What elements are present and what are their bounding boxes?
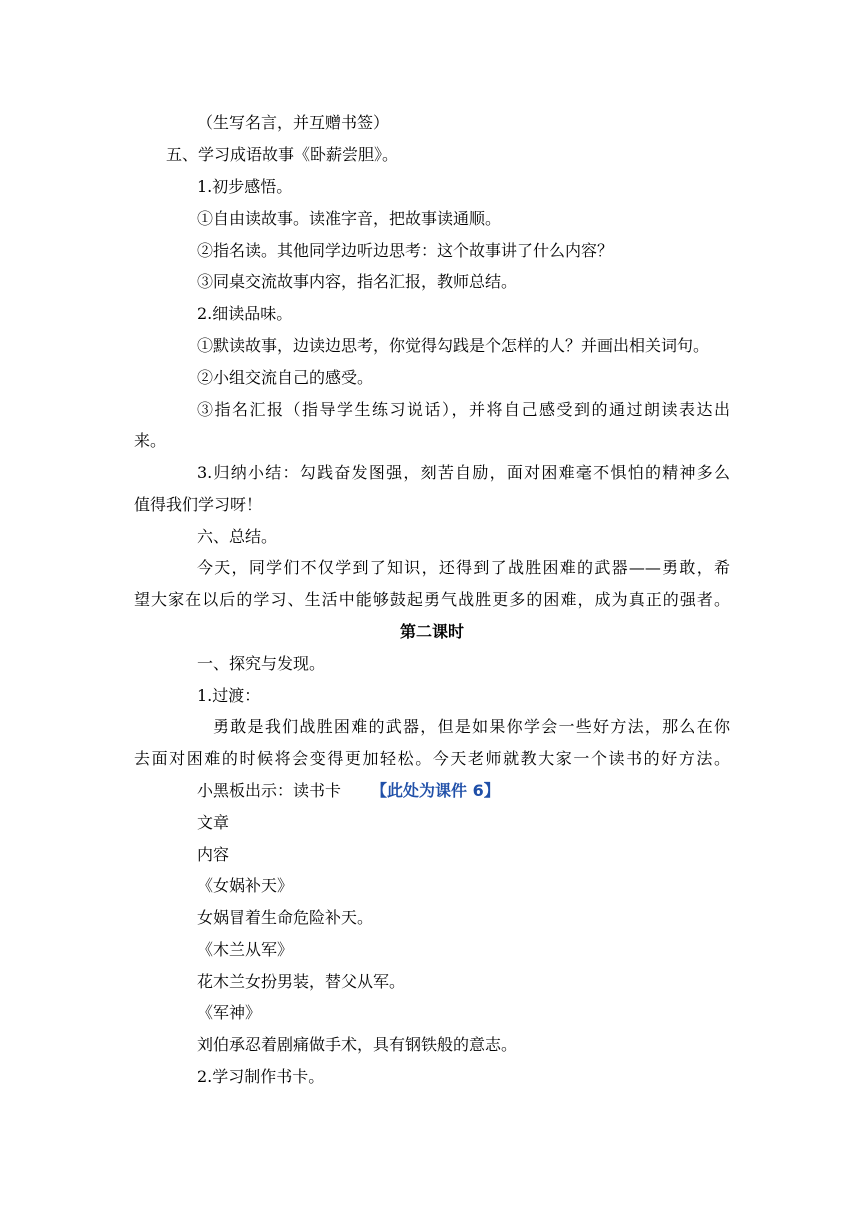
text-line: 去面对困难的时候将会变得更加轻松。今天老师就教大家一个读书的好方法。 xyxy=(134,749,730,768)
table-header: 文章 xyxy=(197,813,230,832)
text-line: （生写名言，并互赠书签） xyxy=(197,113,390,132)
text-line: ①自由读故事。读准字音，把故事读通顺。 xyxy=(197,209,502,228)
text-line: 勇敢是我们战胜困难的武器，但是如果你学会一些好方法，那么在你 xyxy=(213,717,730,736)
lesson-heading: 第二课时 xyxy=(399,622,464,641)
section-heading: 一、探究与发现。 xyxy=(197,654,326,673)
table-cell: 花木兰女扮男装，替父从军。 xyxy=(197,972,406,991)
subsection-heading: 2.细读品味。 xyxy=(197,304,293,323)
section-heading: 五、学习成语故事《卧薪尝胆》。 xyxy=(166,145,399,164)
section-heading: 六、总结。 xyxy=(197,527,278,546)
subsection-heading: 1.过渡： xyxy=(197,686,261,705)
table-cell: 《木兰从军》 xyxy=(197,940,294,959)
subsection-heading: 1.初步感悟。 xyxy=(197,177,293,196)
table-cell: 刘伯承忍着剧痛做手术，具有钢铁般的意志。 xyxy=(197,1035,518,1054)
text-line: ③指名汇报（指导学生练习说话），并将自己感受到的通过朗读表达出 xyxy=(197,400,730,419)
board-label: 小黑板出示：读书卡 xyxy=(197,781,342,800)
text-line xyxy=(197,781,797,801)
courseware-note: 【此处为课件 6】 xyxy=(371,781,500,800)
table-header: 内容 xyxy=(197,845,230,864)
text-line: ③同桌交流故事内容，指名汇报，教师总结。 xyxy=(197,272,518,291)
text-line: 3.归纳小结：勾践奋发图强，刻苦自励，面对困难毫不惧怕的精神多么 xyxy=(197,463,730,482)
table-cell: 女娲冒着生命危险补天。 xyxy=(197,908,374,927)
table-cell: 《军神》 xyxy=(197,1003,262,1022)
table-cell: 《女娲补天》 xyxy=(197,876,294,895)
text-line: 来。 xyxy=(134,431,167,450)
text-line: ①默读故事，边读边思考，你觉得勾践是个怎样的人？并画出相关词句。 xyxy=(197,336,710,355)
text-line: ②指名读。其他同学边听边思考：这个故事讲了什么内容？ xyxy=(197,241,614,260)
text-line: 值得我们学习呀！ xyxy=(134,495,263,514)
text-line: 今天，同学们不仅学到了知识，还得到了战胜困难的武器——勇敢，希 xyxy=(197,558,730,577)
text-line: ②小组交流自己的感受。 xyxy=(197,368,374,387)
text-line: 望大家在以后的学习、生活中能够鼓起勇气战胜更多的困难，成为真正的强者。 xyxy=(134,590,730,609)
subsection-heading: 2.学习制作书卡。 xyxy=(197,1067,325,1086)
